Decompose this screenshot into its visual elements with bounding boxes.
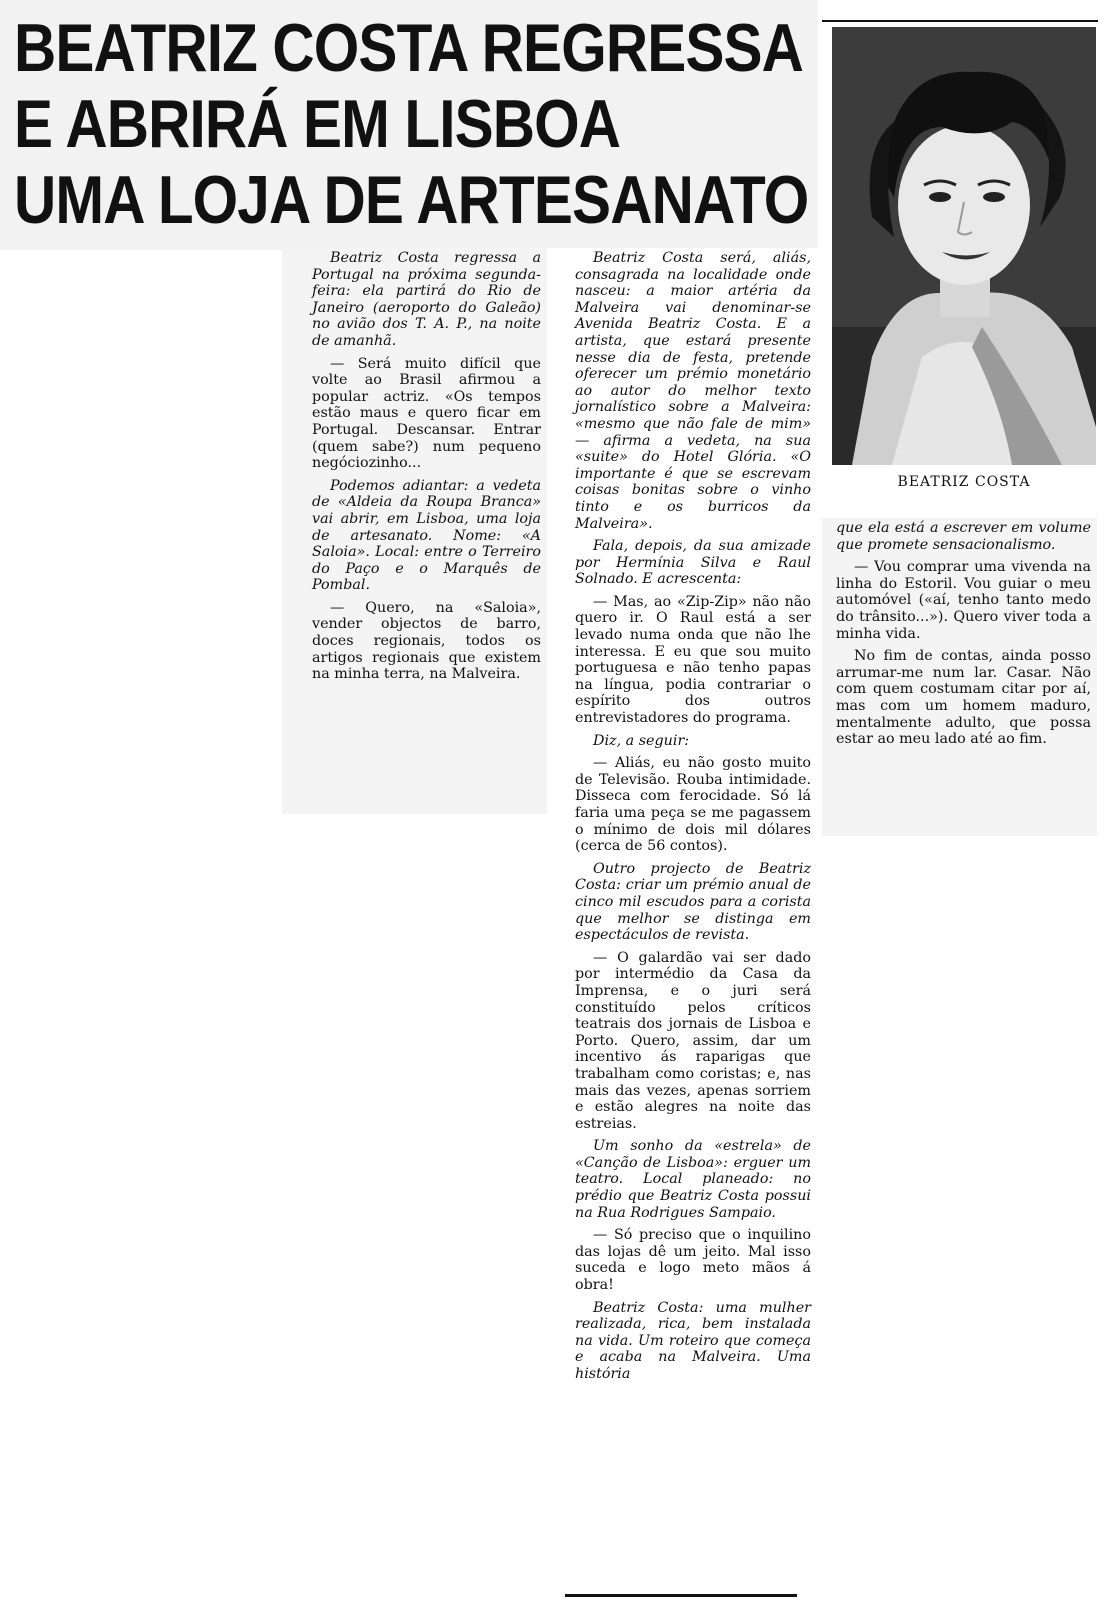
paragraph: — Vou comprar uma vivenda na linha do Estoril. Vou guiar o meu automóvel («aí, tenho tanto medo do trânsito...»). Quero viver toda a minha vida. xyxy=(836,559,1091,642)
paragraph: Fala, depois, da sua amizade por Hermínia Silva e Raul Solnado. E acrescenta: xyxy=(575,538,811,588)
bottom-rule xyxy=(565,1594,797,1597)
paragraph: — Mas, ao «Zip-Zip» não não quero ir. O Raul está a ser levado numa onda que não lhe interessa. E eu que sou muito portuguesa e não tenho papas na língua, podia contrariar o espírito dos outros entrevistadores do programa. xyxy=(575,593,811,727)
paragraph: Beatriz Costa regressa a Portugal na próxima segunda-feira: ela partirá do Rio de Janeiro (aeroporto do Galeão) no avião dos T. A. P., na noite de amanhã. xyxy=(312,250,541,349)
paragraph: — Aliás, eu não gosto muito de Televisão. Rouba intimidade. Disseca com ferocidade. Só lá faria uma peça se me pagassem o mínimo de dois mil dólares (cerca de 56 contos). xyxy=(575,755,811,855)
paragraph: Diz, a seguir: xyxy=(593,732,690,749)
paragraph: — Só preciso que o inquilino das lojas dê um jeito. Mal isso suceda e logo meto mãos á obra! xyxy=(575,1227,811,1294)
paragraph: No fim de contas, ainda posso arrumar-me num lar. Casar. Não com quem costumam citar por aí, mas com um homem maduro, mentalmente adulto, que possa estar ao meu lado até ao fim. xyxy=(836,648,1091,748)
paragraph: Um sonho da «estrela» de «Canção de Lisboa»: erguer um teatro. Local planeado: no prédio que Beatriz Costa possui na Rua Rodrigues Sampaio. xyxy=(575,1138,811,1221)
paragraph: que ela está a escrever em volume que promete sensacionalismo. xyxy=(836,520,1091,553)
headline-block xyxy=(0,0,818,250)
photo-caption: BEATRIZ COSTA xyxy=(897,474,1031,490)
headline-line-2: E ABRIRÁ EM LISBOA xyxy=(14,86,621,162)
headline xyxy=(14,10,809,238)
photo-top-rule xyxy=(822,20,1098,22)
paragraph: Beatriz Costa: uma mulher realizada, rica, bem instalada na vida. Um roteiro que começa e acaba na Malveira. Uma história xyxy=(575,1299,811,1382)
paragraph: Outro projecto de Beatriz Costa: criar um prémio anual de cinco mil escudos para a corista que melhor se distinga em espectáculos de revista. xyxy=(575,860,811,944)
paragraph: — O galardão vai ser dado por intermédio da Casa da Imprensa, e o juri será constituído pelos críticos teatrais dos jornais de Lisboa e Porto. Quero, assim, dar um incentivo ás raparigas que trabalham como coristas; e, nas mais das vezes, apenas sorriem e estão alegres na noite das estreias. xyxy=(575,949,811,1132)
article-column-1 xyxy=(282,248,547,814)
article-column-3 xyxy=(822,518,1097,836)
paragraph: Podemos adiantar: a vedeta de «Aldeia da Roupa Branca» vai abrir, em Lisboa, uma loja de artesanato. Nome: «A Saloia». Local: entre o Terreiro do Paço e o Marquês de Pombal. xyxy=(312,477,541,594)
paragraph: Beatriz Costa será, aliás, consagrada na localidade onde nasceu: a maior artéria da Malveira vai denominar-se Avenida Beatriz Costa. E a artista, que estará presente nesse dia de festa, pretende oferecer um prémio monetário ao autor do melhor texto jornalístico sobre a Malveira: «mesmo que não fale de mim» — afirma a vedeta, na sua «suite» do Hotel Glória. «O importante é que se escrevam coisas bonitas sobre o vinho tinto e os burricos da Malveira». xyxy=(575,250,811,532)
portrait-illustration xyxy=(832,27,1096,465)
portrait-photo xyxy=(832,27,1096,465)
article-column-2 xyxy=(547,248,817,1600)
paragraph: — Quero, na «Saloia», vender objectos de barro, doces regionais, todos os artigos regionais que existem na minha terra, na Malveira. xyxy=(312,599,541,683)
headline-line-1: BEATRIZ COSTA REGRESSA xyxy=(14,10,804,86)
headline-line-3: UMA LOJA DE ARTESANATO xyxy=(14,162,809,238)
paragraph: — Será muito difícil que volte ao Brasil afirmou a popular actriz. «Os tempos estão maus e quero ficar em Portugal. Descansar. Entrar (quem sabe?) num pequeno negóciozinho... xyxy=(312,355,541,472)
